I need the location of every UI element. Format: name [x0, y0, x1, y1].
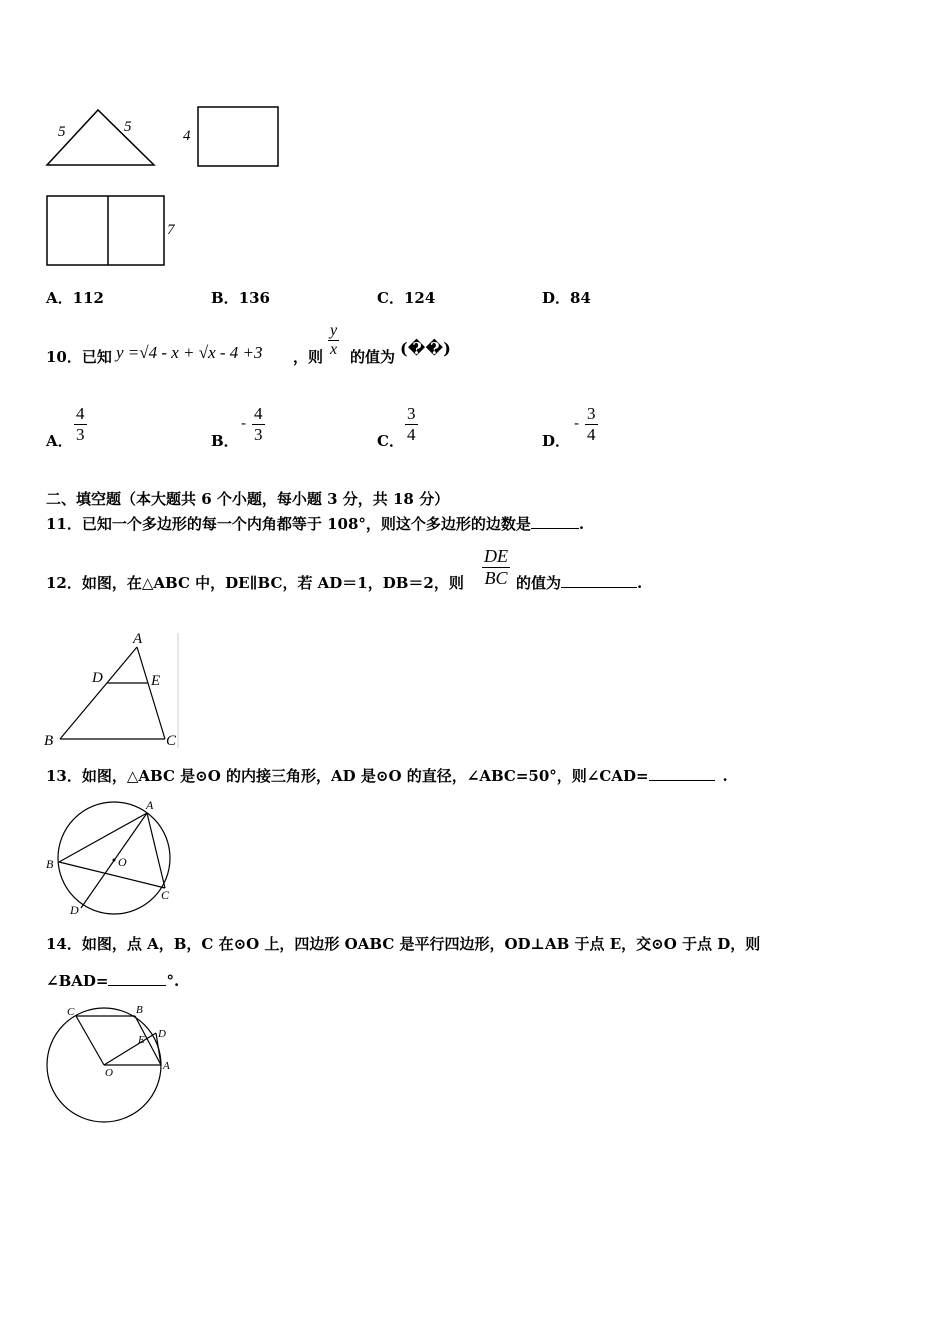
q14-figure: [40, 1000, 185, 1130]
q9-figure: [40, 100, 300, 275]
q12-frac-num: DE: [484, 546, 508, 566]
q13-figure: [40, 796, 185, 918]
rectangle-shape: [47, 196, 164, 265]
q10-option-a-num: 4: [76, 404, 85, 423]
q10-option-d-letter: D．: [542, 432, 571, 450]
fig14-label-o: O: [105, 1067, 113, 1079]
q13-answer-blank[interactable]: [649, 766, 715, 781]
q9-option-c: C．124: [377, 289, 436, 307]
q10-option-c-frac: [405, 404, 418, 445]
q10-option-a-frac: [74, 404, 87, 445]
q10-fraction: [328, 322, 339, 359]
fig14-label-b: B: [136, 1004, 143, 1016]
q14-line2-prefix: ∠BAD=: [46, 972, 109, 990]
fig13-label-b: B: [46, 857, 54, 871]
q14-line2: [46, 971, 179, 990]
fig14-label-a: A: [163, 1060, 170, 1072]
fig13-label-d: D: [70, 903, 79, 917]
triangle-label-right: 5: [124, 119, 132, 135]
q10-option-b-den: 3: [254, 425, 263, 444]
q12-frac-den: BC: [482, 567, 510, 589]
q10-option-d-frac: [585, 404, 598, 445]
q10-option-a-letter: A．: [46, 432, 73, 450]
q10-equation: y =√4 - x + √x - 4 +3: [116, 343, 263, 362]
q10-option-c-num: 3: [407, 404, 416, 423]
fig12-label-e: E: [151, 673, 161, 689]
fig14-label-d: D: [158, 1028, 166, 1040]
q13-text: [46, 765, 728, 786]
q12-fraction: [482, 546, 510, 589]
q14-line1: 14．如图，点 A，B，C 在⊙O 上，四边形 OABC 是平行四边形，OD⊥AB 于点 E，交⊙O 于点 D，则: [46, 935, 761, 953]
q12-end: .: [637, 574, 643, 592]
q10-prefix: 10．已知: [46, 348, 112, 366]
q12-suffix-line: [516, 572, 642, 593]
square-label: 4: [183, 128, 191, 144]
triangle-label-left: 5: [58, 124, 66, 140]
q10-tail: (��): [400, 339, 451, 358]
section-2-title: 二、填空题（本大题共 6 个小题，每小题 3 分，共 18 分）: [46, 490, 450, 508]
q9-option-a: A．112: [46, 289, 104, 307]
fig13-label-c: C: [161, 888, 170, 902]
q10-frac-num: y: [330, 322, 338, 339]
fig12-label-c: C: [166, 733, 177, 749]
q12-question: 12．如图，在△ABC 中，DE∥BC，若 AD＝1，DB＝2，则: [46, 574, 464, 592]
q10-option-d-num: 3: [587, 404, 596, 423]
fig12-label-b: B: [44, 733, 54, 749]
q11-text: [46, 513, 584, 534]
q9-option-d: D．84: [542, 289, 591, 307]
q10-frac-den: x: [330, 341, 338, 358]
fig13-label-a: A: [146, 798, 154, 812]
q12-suffix: 的值为: [516, 574, 562, 592]
q10-option-b-letter: B．: [211, 432, 239, 450]
q10-option-c-den: 4: [407, 425, 416, 444]
rectangle-label: 7: [167, 222, 175, 238]
fig12-label-d: D: [92, 670, 103, 686]
q11-end: .: [578, 515, 585, 533]
q13-question: 13．如图，△ABC 是⊙O 的内接三角形，AD 是⊙O 的直径，∠ABC=50°，则∠CAD=: [46, 767, 649, 785]
q11-question: 11．已知一个多边形的每一个内角都等于 108°，则这个多边形的边数是: [46, 515, 531, 533]
q10-option-c-letter: C．: [377, 432, 404, 450]
q14-answer-blank[interactable]: [108, 971, 166, 986]
q14-line2-suffix: °.: [166, 972, 180, 990]
q12-answer-blank[interactable]: [561, 573, 637, 588]
fig14-label-c: C: [67, 1006, 75, 1018]
fig13-label-o: O: [118, 855, 127, 869]
q11-answer-blank[interactable]: [531, 514, 579, 529]
q10-option-b-num: 4: [254, 404, 263, 423]
q10-then: ，则: [293, 348, 324, 366]
fig14-label-e: E: [138, 1034, 145, 1046]
q12-figure: [40, 628, 185, 750]
fig12-label-a: A: [133, 631, 143, 647]
q10-option-b-frac: [252, 404, 265, 445]
q10-option-b-sign: -: [241, 414, 247, 432]
q10-option-d-den: 4: [587, 425, 596, 444]
q10-suffix: 的值为: [350, 348, 396, 366]
q9-option-b: B．136: [211, 289, 270, 307]
square-shape: [198, 107, 278, 166]
q13-end: .: [722, 767, 728, 785]
q10-option-a-den: 3: [76, 425, 85, 444]
q10-option-d-sign: -: [574, 414, 580, 432]
